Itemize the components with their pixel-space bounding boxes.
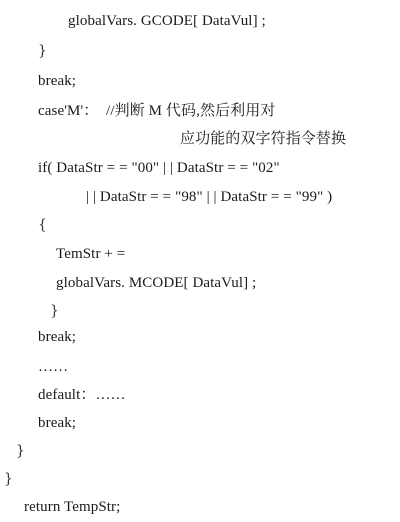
code-line-close-brace: } — [50, 303, 60, 319]
code-line-if-condition-continued: | | DataStr = = "98" | | DataStr = = "99" ) — [86, 189, 333, 205]
code-line-break: break; — [38, 73, 77, 89]
code-line-if-condition: if( DataStr = = "00" | | DataStr = = "02" — [38, 160, 280, 176]
code-line-close-brace: } — [16, 443, 26, 459]
code-line-return: return TempStr; — [24, 499, 121, 515]
code-line-close-brace: } — [38, 43, 48, 59]
code-line-open-brace: { — [38, 217, 48, 233]
code-line-ellipsis: …… — [38, 359, 69, 375]
code-line-comment-continuation: 应功能的双字符指令替换 — [180, 131, 347, 147]
code-line-temstr-append: TemStr + = — [56, 246, 126, 262]
code-line-close-brace: } — [4, 471, 14, 487]
code-line-break: break; — [38, 329, 77, 345]
code-line-mcode: globalVars. MCODE[ DataVul] ; — [56, 275, 257, 291]
code-line-default: default：…… — [38, 387, 126, 403]
code-line-gcode: globalVars. GCODE[ DataVul] ; — [68, 13, 266, 29]
code-line-break: break; — [38, 415, 77, 431]
code-line-case-m: case'M'： //判断 M 代码,然后利用对 — [38, 103, 276, 119]
